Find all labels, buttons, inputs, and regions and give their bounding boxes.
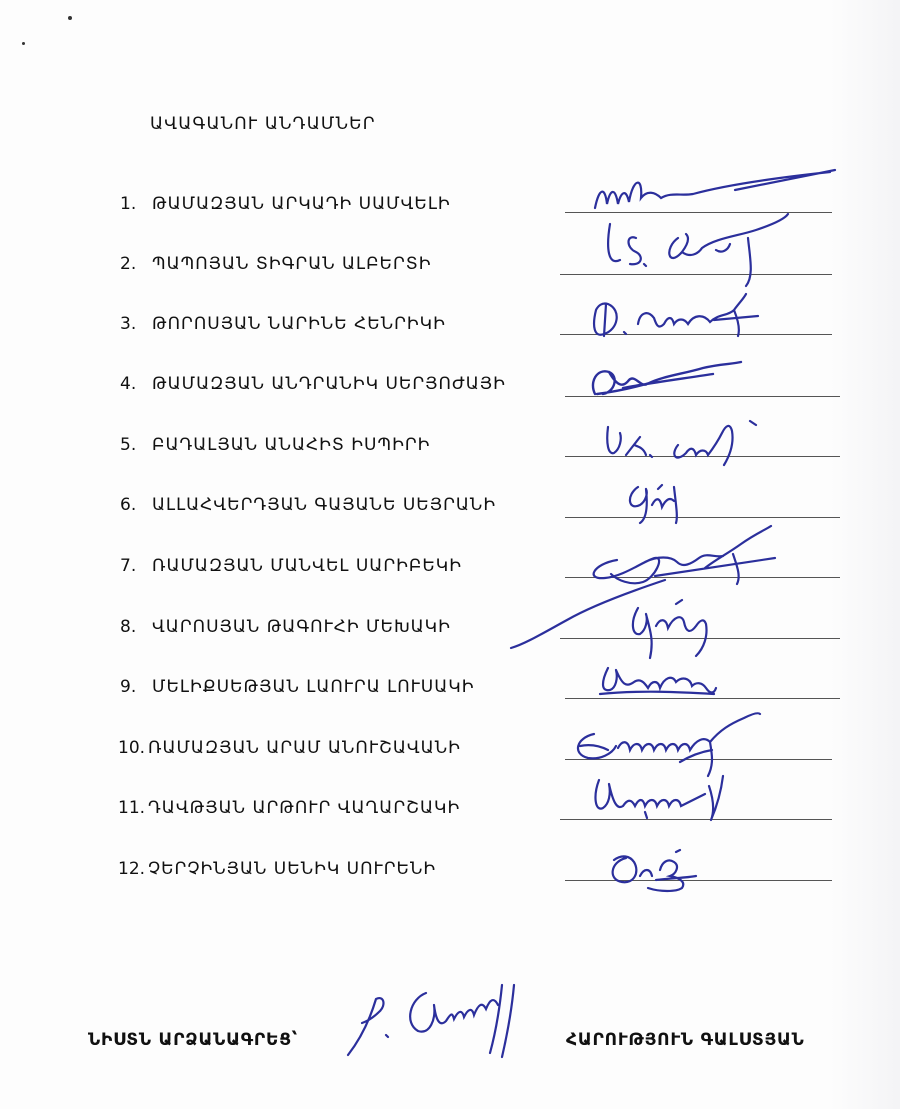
member-number: 11.: [118, 798, 146, 818]
member-name: ՌԱՄԱԶՅԱՆ ԱՐԱՄ ԱՆՈՒՇԱՎԱՆԻ: [148, 738, 461, 758]
member-name: ԹԱՄԱԶՅԱՆ ԱՐԿԱԴԻ ՍԱՄՎԵԼԻ: [152, 194, 451, 214]
member-name: ՎԱՐՈՍՅԱՆ ԹԱԳՈՒՀԻ ՄԵԽԱԿԻ: [152, 617, 451, 637]
member-name: ՉԵՐՉԻՆՅԱՆ ՍԵՆԻԿ ՍՈՒՐԵՆԻ: [148, 859, 437, 879]
signature-8: [620, 596, 730, 666]
signature-12: [600, 840, 710, 895]
page-edge-shadow: [830, 0, 900, 1109]
member-row: [0, 859, 900, 899]
member-number: 2.: [120, 254, 137, 274]
member-name: ՌԱՄԱԶՅԱՆ ՄԱՆՎԵԼ ՍԱՐԻԲԵԿԻ: [152, 556, 462, 576]
signature-3: [588, 290, 788, 345]
member-name: ԴԱՎԹՅԱՆ ԱՐԹՈՒՐ ՎԱՂԱՐՇԱԿԻ: [148, 798, 461, 818]
member-number: 3.: [120, 314, 137, 334]
member-number: 5.: [120, 435, 137, 455]
member-number: 8.: [120, 617, 137, 637]
member-row: [0, 374, 900, 414]
member-number: 9.: [120, 677, 137, 697]
member-name: ՊԱՊՈՅԱՆ ՏԻԳՐԱՆ ԱԼԲԵՐՏԻ: [152, 254, 432, 274]
chairperson-signature: [340, 975, 550, 1065]
member-number: 10.: [118, 738, 146, 758]
member-row: [0, 798, 900, 838]
member-number: 7.: [120, 556, 137, 576]
member-number: 6.: [120, 495, 137, 515]
ink-speck: [22, 42, 25, 45]
section-heading: ԱՎԱԳԱՆՈՒ ԱՆԴԱՄՆԵՐ: [150, 114, 376, 134]
signature-6: [618, 475, 708, 525]
signature-11: [585, 768, 735, 828]
signature-2: [598, 208, 798, 288]
member-name: ԲԱԴԱԼՅԱՆ ԱՆԱՀԻՏ ԻՍՊԻՐԻ: [152, 435, 431, 455]
recorder-name: ՀԱՐՈՒԹՅՈՒՆ ԳԱԼՍՏՅԱՆ: [566, 1030, 805, 1050]
member-name: ԹՈՐՈՍՅԱՆ ՆԱՐԻՆԵ ՀԵՆՐԻԿԻ: [152, 314, 446, 334]
member-name: ՄԵԼԻՔՍԵԹՅԱՆ ԼԱՈՒՐԱ ԼՈՒՍԱԿԻ: [152, 677, 475, 697]
member-number: 12.: [118, 859, 146, 879]
member-name: ԹԱՄԱԶՅԱՆ ԱՆԴՐԱՆԻԿ ՍԵՐՅՈԺԱՅԻ: [152, 374, 506, 394]
member-number: 4.: [120, 374, 137, 394]
signature-9: [590, 658, 730, 703]
signature-5: [600, 415, 780, 470]
signature-4: [583, 358, 753, 403]
member-number: 1.: [120, 194, 137, 214]
ink-speck: [68, 16, 72, 20]
recorded-by-label: ՆԻՍՏՆ ԱՐՁԱՆԱԳՐԵՑ՝: [88, 1030, 298, 1050]
member-name: ԱԼԼԱՀՎԵՐԴՅԱՆ ԳԱՅԱՆԵ ՍԵՅՐԱՆԻ: [152, 495, 497, 515]
